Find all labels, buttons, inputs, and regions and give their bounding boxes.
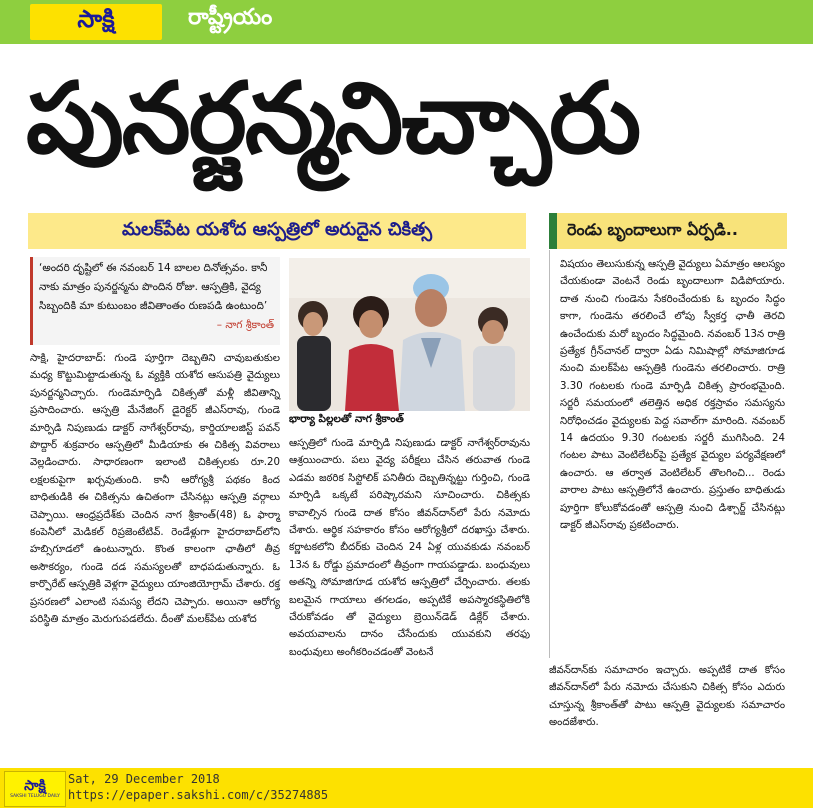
family-photo-image: [289, 258, 530, 411]
article-column-4: [549, 662, 785, 732]
epaper-link[interactable]: https://epaper.sakshi.com/c/35274885: [68, 788, 329, 802]
sidebar-text: విషయం తెలుసుకున్న ఆస్పత్రి వైద్యులు ఏమాత్రం ఆలస్యం చేయకుండా వెంటనే రెండు బృందాలుగా విడిపోయారు. దాత నుంచి గుండెను సేకరించేందుకు ఓ బృందం సిద్ధం కాగా, గుండెను తరలించే లోపు స్వీకర్త ఛాతీ తెరచి ఉంచేందుకు మరో బృందం సిద్ధమైంది. నవంబర్‌ 13న రాత్రి ప్రత్యేక గ్రీన్‌చానల్‌ ద్వారా ఏడు నిమిషాల్లో సోమాజిగూడ నుంచి మలక్‌పేట ఆస్పత్రికి గుండెను తరలించారు. రాత్రి 3.30 గంటలకు గుండె మార్పిడి చికిత్స ప్రారంభమైంది. సర్జరీ సమయంలో తలెత్తిన అధిక రక్తస్రావం సమస్యను నిరోధించడం వైద్యులకు పెద్ద సవాల్‌గా మారింది. నవంబర్‌ 14 ఉదయం 9.30 గంటలకు సర్జరీ ముగిసింది. 24 గంటల పాటు వెంటిలేటర్‌పై ప్రత్యేక వైద్యుల పర్యవేక్షణలో ఉంచారు. ఆ తర్వాత వెంటిలేటర్‌ తొలగించి... రెండు వారాల పాటు ఆస్పత్రిలోనే ఉంచారు. ప్రస్తుతం బాధితుడు పూర్తిగా కోలుకోవడంతో ఆస్పత్రి నుంచి డిశ్చార్జ్‌ చేసినట్లు డాక్టర్‌ జీఎస్‌రావు ప్రకటించారు.: [560, 259, 785, 532]
footer-logo-text: సాక్షి: [24, 778, 46, 794]
sidebar-column: [560, 256, 785, 535]
pull-quote: [30, 257, 280, 345]
quote-attribution: – నాగ శ్రీకాంత్‌: [216, 319, 274, 331]
article-column-2: [289, 435, 530, 661]
article-text-1: సాక్షి, హైదరాబాద్‌: గుండె పూర్తిగా దెబ్బతిని చావుబతుకుల మధ్య కొట్టుమిట్టాడుతున్న ఓ వ్యక్తికి యశోద ఆసుపత్రి వైద్యులు పునర్జన్మనిచ్చారు. గుండెమార్పిడి చికిత్సతో మళ్లీ జీవితాన్ని ప్రసాదించారు. ఆస్పత్రి మేనేజింగ్‌ డైరెక్టర్‌ జీఎస్‌రావు, గుండె మార్పిడి నిపుణుడు డాక్టర్‌ నాగేశ్వర్‌రావు, కార్డియాలజిస్ట్‌ పవన్‌ పొద్దార్‌ శుక్రవారం ఆస్పత్రిలో మీడియాకు ఈ చికిత్స వివరాలు వెల్లడించారు. సాధారణంగా ఇలాంటి చికిత్సలకు రూ.20 లక్షలకుపైగా ఖర్చవుతుంది. కానీ ఆరోగ్యశ్రీ పథకం కింద బాధితుడికి ఈ చికిత్సను ఉచితంగా చేసినట్లు ఆస్పత్రి వర్గాలు చెప్పాయి. ఆంధ్రప్రదేశ్‌కు చెందిన నాగ శ్రీకాంత్‌(48) ఓ ఫార్మా కంపెనీలో మెడికల్‌ రిప్రజెంటేటివ్‌. రెండేళ్లుగా హైదరాబాద్‌లోని హబ్సిగూడలో ఉంటున్నారు. కొంత కాలంగా ఛాతీలో తీవ్ర అసౌకర్యం, గుండె దడ సమస్యలతో బాధపడుతున్నారు. ఓ కార్పొరేట్‌ ఆస్పత్రికి వెళ్లగా వైద్యులు యాంజియోగ్రామ్‌ చేశారు. రక్త ప్రసరణలో ఎలాంటి సమస్య లేదని చెప్పారు. అయినా ఆరోగ్య పరిస్థితి మాత్రం మెరుగుపడలేదు. దీంతో మలక్‌పేట యశోద: [30, 353, 280, 626]
sakshi-logo[interactable]: [30, 4, 162, 40]
article-column-1: [30, 350, 280, 629]
photo-caption: భార్యా పిల్లలతో నాగ శ్రీకాంత్‌: [289, 413, 530, 431]
sidebar-heading-bar: [549, 213, 787, 249]
sidebar-heading: రెండు బృందాలుగా ఏర్పడి..: [567, 219, 738, 239]
subheadline-bar: [28, 213, 526, 249]
edition-date: Sat, 29 December 2018: [68, 772, 220, 786]
quote-text: ‘అందరి దృష్టిలో ఈ నవంబర్‌ 14 బాలల దినోత్సవం. కానీ నాకు మాత్రం పునర్జన్మను పొందిన రోజు. ఆస్పత్రికి, వైద్య సిబ్బందికి మా కుటుంబం జీవితాంతం రుణపడి ఉంటుంది’: [39, 262, 268, 312]
family-photo: [289, 258, 530, 411]
headline: పునర్జన్మనిచ్చారు: [26, 62, 640, 176]
subheadline: మలక్‌పేట యశోద ఆస్పత్రిలో అరుదైన చికిత్స: [121, 218, 433, 240]
logo-text: సాక్షి: [77, 5, 115, 33]
section-label: రాష్ట్రీయం: [188, 5, 273, 30]
article-text-4: జీవన్‌దాన్‌కు సమాచారం ఇచ్చారు. అప్పటికే దాత కోసం జీవన్‌దాన్‌లో పేరు నమోదు చేసుకుని చికిత్స కోసం ఎదురు చూస్తున్న శ్రీకాంత్‌తో పాటు ఆస్పత్రి వైద్యులకు సమాచారం అందజేశారు.: [549, 665, 785, 729]
footer-logo[interactable]: [4, 771, 66, 807]
article-text-2: ఆస్పత్రిలో గుండె మార్పిడి నిపుణుడు డాక్టర్‌ నాగేశ్వర్‌రావును ఆశ్రయించారు. పలు వైద్య పరీక్షలు చేసిన తరువాత గుండె ఎడమ జఠరిక సిస్టోలిక్‌ పనితీరు దెబ్బతిన్నట్టు గుర్తించి, గుండె మార్పిడి ఒక్కటే పరిష్కారమని సూచించారు. చికిత్సకు కావాల్సిన గుండె దాత కోసం జీవన్‌దాన్‌లో పేరు నమోదు చేశారు. ఆర్థిక సహకారం కోసం ఆరోగ్యశ్రీలో దరఖాస్తు చేశారు. కర్ణాటకలోని బీదర్‌కు చెందిన 24 ఏళ్ల యువకుడు నవంబర్‌ 13న ఓ రోడ్డు ప్రమాదంలో తీవ్రంగా గాయపడ్డాడు. బంధువులు అతన్ని సోమాజిగూడ యశోద ఆస్పత్రిలో చేర్పించారు. తలకు బలమైన గాయాలు తగలడం, అప్పటికే అపస్మారకస్థితిలోకి చేరుకోవడం తో వైద్యులు బ్రెయిన్‌డెడ్‌ డిక్లేర్‌ చేశారు. అవయవాలను దానం చేసేందుకు యువకుని తరఫు బంధువులు అంగీకరించడంతో వెంటనే: [289, 438, 530, 658]
footer-logo-subtext: SAKSHI TELUGU DAILY: [10, 794, 60, 799]
